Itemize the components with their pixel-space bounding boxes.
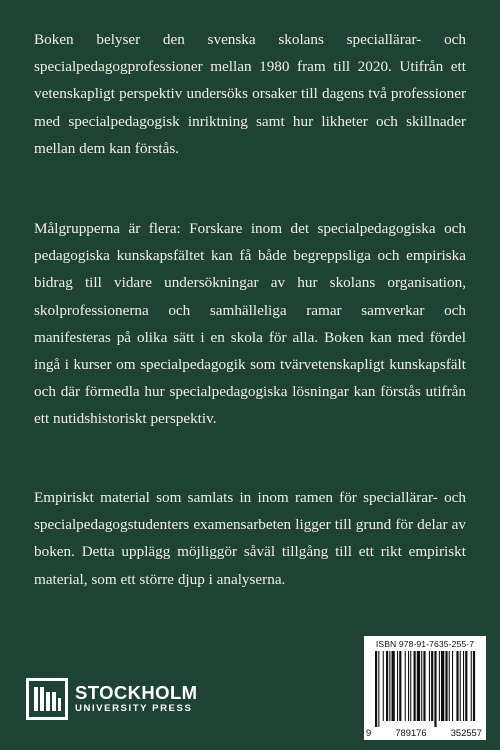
barcode-digit-group-2: 352557 — [450, 727, 482, 738]
blurb-paragraph-3-text: Empiriskt material som samlats in inom ramen för speciallärar- och specialpedagogstudenters examensarbeten ligger till grund för delar av boken. Detta upplägg möjliggör såväl tillgång till ett rikt empiriskt material, som ett större djup i analyserna. — [34, 489, 466, 588]
barcode-bar — [431, 651, 433, 721]
barcode-bar — [389, 651, 390, 721]
blurb-paragraph-3 — [34, 484, 466, 593]
barcode-bar — [449, 651, 450, 721]
barcode-bars — [369, 651, 481, 729]
barcode-bar — [386, 651, 388, 721]
blurb-paragraph-1-text: Boken belyser den svenska skolans speciallärar- och specialpedagogprofessioner mellan 1980 fram till 2020. Utifrån ett vetenskapligt perspektiv undersöks orsaker till dagens två professioner med specialpedagogisk inriktning samt hur likheter och skillnader mellan dem kan förstås. — [34, 31, 466, 157]
barcode-bar — [471, 651, 472, 721]
barcode-digit-group-1: 789176 — [395, 727, 427, 738]
barcode-bar — [473, 651, 475, 721]
barcode-bar — [408, 651, 409, 721]
blurb-paragraph-2 — [34, 215, 466, 433]
barcode-bar — [434, 651, 436, 727]
barcode-bar — [429, 651, 430, 721]
stockholm-university-press-logo-icon — [26, 678, 68, 720]
barcode-bar — [383, 651, 384, 721]
isbn-barcode — [364, 636, 486, 740]
barcode-bar — [423, 651, 425, 721]
publisher-logo — [26, 677, 197, 721]
barcode-bar — [463, 651, 464, 721]
barcode-bar — [410, 651, 411, 721]
barcode-bar — [445, 651, 447, 721]
isbn-label: ISBN 978-91-7635-255-7 — [375, 639, 475, 649]
barcode-bar — [441, 651, 444, 721]
barcode-bar — [375, 651, 377, 727]
barcode-bar — [399, 651, 401, 721]
barcode-bar — [414, 651, 416, 721]
barcode-bar — [465, 651, 467, 721]
barcode-bar — [417, 651, 420, 721]
barcode-bar — [397, 651, 398, 721]
barcode-bar — [439, 651, 440, 721]
barcode-bar — [378, 651, 379, 727]
barcode-digits — [366, 728, 482, 738]
barcode-bar — [452, 651, 453, 721]
barcode-bar — [456, 651, 458, 721]
barcode-digit-lead: 9 — [366, 727, 372, 738]
publisher-name: STOCKHOLM — [75, 682, 198, 703]
blurb-paragraph-1 — [34, 26, 466, 162]
publisher-subtitle: UNIVERSITY PRESS — [75, 703, 193, 714]
blurb-paragraph-2-text: Målgrupperna är flera: Forskare inom det specialpedagogiska och pedagogiska kunskapsfältet kan få både begreppsliga och empiriska bidrag till vidare undersökningar av hur skolans organisation, skolprofessionerna och samhälleliga ramar samverkar och manifesteras på olika sätt i en skola för alla. Boken kan med fördel ingå i kurser om specialpedagogik som tvärvetenskapligt kunskapsfält och där förmedla hur specialpedagogiska lösningar kan förstås utifrån ett nutidshistoriskt perspektiv. — [34, 220, 466, 428]
barcode-bar — [421, 651, 422, 721]
barcode-bar — [392, 651, 395, 721]
barcode-bar — [405, 651, 406, 721]
barcode-bar — [460, 651, 461, 721]
